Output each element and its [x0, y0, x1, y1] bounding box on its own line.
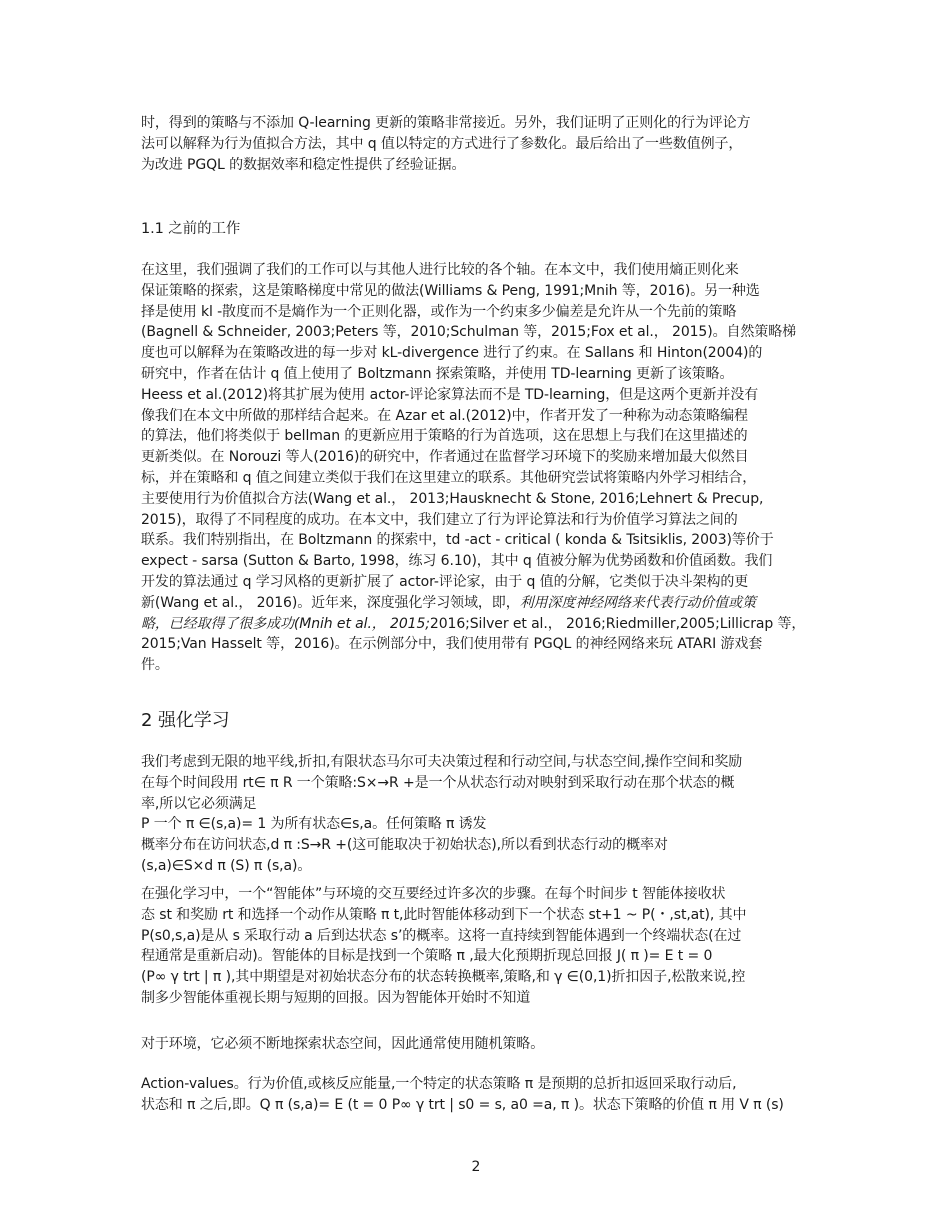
italic-text: 略，已经取得了很多成功(Mnih et al.， 2015;: [141, 615, 430, 632]
text-line: 2015)，取得了不同程度的成功。在本文中，我们建立了行为评论算法和行为价值学习算法之间的: [141, 511, 738, 528]
text-line: (P∞ γ trt | π ),其中期望是对初始状态分布的状态转换概率,策略,和 γ ∈(0,1)折扣因子,松散来说,控: [141, 969, 746, 986]
text-line: Heess et al.(2012)将其扩展为使用 actor-评论家算法而不是 TD-learning，但是这两个更新并没有: [141, 386, 759, 403]
rl-paragraph-4: [141, 1074, 831, 1116]
text-line: 法可以解释为行为值拟合方法，其中 q 值以特定的方式进行了参数化。最后给出了一些数值例子，: [141, 135, 743, 152]
text-line: 在每个时间段用 rt∈ π R 一个策略:S×→R +是一个从状态行动对映射到采取行动在那个状态的概: [141, 774, 735, 791]
text-line: P(s0,s,a)是从 s 采取行动 a 后到达状态 s’的概率。这将一直持续到智能体遇到一个终端状态(在过: [141, 927, 742, 944]
text-line: [141, 614, 831, 635]
subsection-title: 1.1 之前的工作: [141, 221, 241, 237]
text-line: 度也可以解释为在策略改进的每一步对 kL-divergence 进行了约束。在 Sallans 和 Hinton(2004)的: [141, 345, 763, 362]
section-title: 2 强化学习: [141, 710, 230, 731]
text-line: 保证策略的探索，这是策略梯度中常见的做法(Williams & Peng, 1991;Mnih 等，2016)。另一种选: [141, 282, 760, 299]
text-segment: 新(Wang et al.， 2016)。近年来，深度强化学习领域，即，: [141, 594, 520, 611]
text-line: 制多少智能体重视长期与短期的回报。因为智能体开始时不知道: [141, 989, 531, 1006]
text-line: 择是使用 kl -散度而不是熵作为一个正则化器，或作为一个约束多少偏差是允许从一个先前的策略: [141, 303, 737, 320]
text-line: (Bagnell & Schneider, 2003;Peters 等，2010;Schulman 等，2015;Fox et al.， 2015)。自然策略梯: [141, 324, 796, 341]
text-line: Action-values。行为价值,或核反应能量,一个特定的状态策略 π 是预期的总折扣返回采取行动后,: [141, 1076, 737, 1092]
text-line: expect - sarsa (Sutton & Barto, 1998，练习 6.10)，其中 q 值被分解为优势函数和价值函数。我们: [141, 553, 773, 570]
text-segment: 2016;Silver et al.， 2016;Riedmiller,2005;Lillicrap 等，: [429, 615, 806, 632]
text-line: 为改进 PGQL 的数据效率和稳定性提供了经验证据。: [141, 156, 466, 173]
rl-paragraph-1: [141, 752, 831, 877]
intro-paragraph: [141, 113, 831, 175]
text-line: P 一个 π ∈(s,a)= 1 为所有状态∈s,a。任何策略 π 诱发: [141, 816, 487, 833]
text-line: 主要使用行为价值拟合方法(Wang et al.， 2013;Hausknecht & Stone, 2016;Lehnert & Precup,: [141, 490, 764, 507]
text-line: 在强化学习中，一个“智能体”与环境的交互要经过许多次的步骤。在每个时间步 t 智能体接收状: [141, 886, 726, 902]
subsection-heading: [141, 218, 831, 240]
text-line: 对于环境，它必须不断地探索状态空间，因此通常使用随机策略。: [141, 1036, 545, 1052]
rl-paragraph-2: [141, 884, 831, 1009]
text-line: 标，并在策略和 q 值之间建立类似于我们在这里建立的联系。其他研究尝试将策略内外学习相结合，: [141, 469, 757, 486]
section-heading: [141, 708, 831, 734]
text-line: 2015;Van Hasselt 等，2016)。在示例部分中，我们使用带有 PGQL 的神经网络来玩 ATARI 游戏套: [141, 636, 763, 653]
text-line: 像我们在本文中所做的那样结合起来。在 Azar et al.(2012)中，作者开发了一种称为动态策略编程: [141, 407, 748, 424]
page-number: 2: [471, 1159, 481, 1175]
text-line: 研究中，作者在估计 q 值上使用了 Boltzmann 探索策略，并使用 TD-learning 更新了该策略。: [141, 365, 734, 382]
italic-text: 利用深度神经网络来代表行动价值或策: [519, 594, 756, 611]
text-line: 的算法，他们将类似于 bellman 的更新应用于策略的行为首选项，这在思想上与我们在这里描述的: [141, 428, 748, 445]
text-line: 件。: [141, 657, 169, 674]
text-line: 态 st 和奖励 rt 和选择一个动作从策略 π t,此时智能体移动到下一个状态 st+1 ~ P(・,st,at), 其中: [141, 906, 747, 923]
text-line: 概率分布在访问状态,d π :S→R +(这可能取决于初始状态),所以看到状态行动的概率对: [141, 837, 668, 854]
text-line: 时，得到的策略与不添加 Q-learning 更新的策略非常接近。另外，我们证明了正则化的行为评论方: [141, 115, 751, 131]
text-line: 状态和 π 之后,即。Q π (s,a)= E (t = 0 P∞ γ trt | s0 = s, a0 =a, π )。状态下策略的价值 π 用 V π (s): [141, 1096, 784, 1113]
text-line: 更新类似。在 Norouzi 等人(2016)的研究中，作者通过在监督学习环境下的奖励来增加最大似然目: [141, 449, 749, 466]
text-line: (s,a)∈S×d π (S) π (s,a)。: [141, 857, 312, 874]
text-line: 联系。我们特别指出，在 Boltzmann 的探索中，td -act - critical ( konda & Tsitsiklis, 2003)等价于: [141, 532, 774, 549]
text-line: 程通常是重新启动)。智能体的目标是找到一个策略 π ,最大化预期折现总回报 J( π )= E t = 0: [141, 948, 713, 965]
rl-paragraph-3: [141, 1034, 831, 1055]
text-line: 我们考虑到无限的地平线,折扣,有限状态马尔可夫决策过程和行动空间,与状态空间,操作空间和奖励: [141, 754, 743, 770]
text-line: 率,所以它必须满足: [141, 795, 257, 812]
text-line: 在这里，我们强调了我们的工作可以与其他人进行比较的各个轴。在本文中，我们使用熵正则化来: [141, 262, 739, 278]
text-line: 开发的算法通过 q 学习风格的更新扩展了 actor-评论家，由于 q 值的分解，它类似于决斗架构的更: [141, 573, 749, 590]
text-line: [141, 593, 831, 614]
prior-work-paragraph: [141, 260, 831, 676]
